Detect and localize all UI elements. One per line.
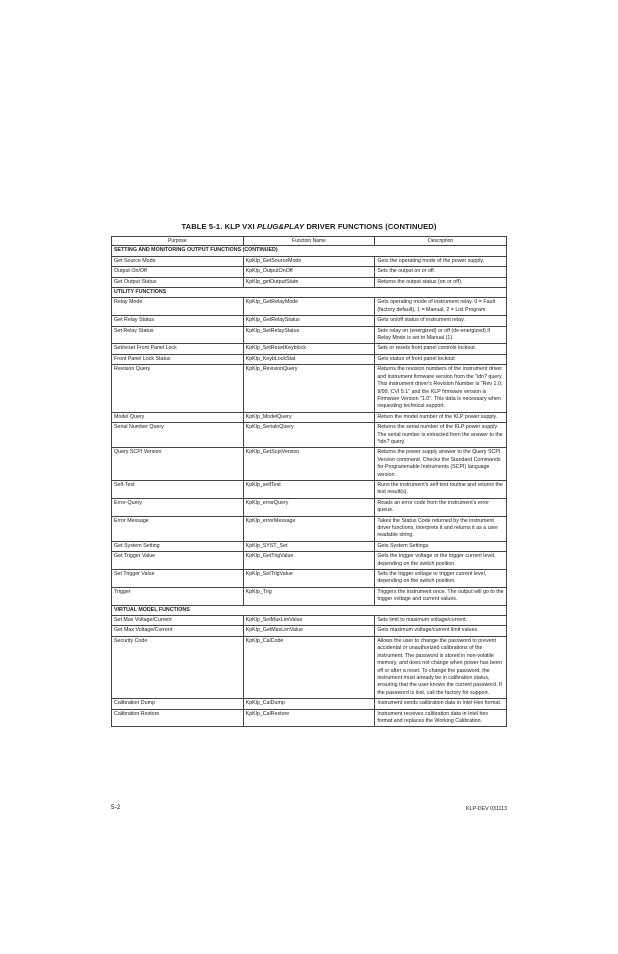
cell-purpose: Serial Number Query [112, 423, 244, 448]
cell-description: Gets operating mode of instrument relay. 0 = Fault (factory default), 1 = Manual, 2 = List Program [375, 298, 507, 316]
cell-purpose: Error-Query [112, 498, 244, 516]
table-row [112, 541, 507, 551]
cell-purpose: Model Query [112, 412, 244, 422]
cell-purpose: Trigger [112, 587, 244, 605]
cell-function-name: KpKlp_CalRestore [243, 709, 375, 727]
cell-purpose: Get System Setting [112, 541, 244, 551]
cell-description: Triggers the instrument once. The output will go to the trigger voltage and current values. [375, 587, 507, 605]
cell-purpose: Set Max Voltage/Current [112, 616, 244, 626]
cell-purpose: Get Source Mode [112, 256, 244, 266]
cell-purpose: Error Message [112, 516, 244, 541]
cell-function-name: KpKlp_GetRelayStatus [243, 316, 375, 326]
document-id: KLP-DEV 031113 [465, 806, 507, 812]
cell-function-name: KpKlp_GetMaxLimValue [243, 626, 375, 636]
cell-function-name: KpKlp_errorQuery [243, 498, 375, 516]
section-row [112, 605, 507, 615]
cell-description: Returns the revision numbers of the instrument driver and instrument firmware version from the "idn? query. This instrument driver's Revision Number is "Rev 1.0, 9/99, CVI 5.1" and the KLP firmware version is Firmware Version "1.0". This data is necessary when requesting technical support. [375, 365, 507, 412]
table-row [112, 587, 507, 605]
section-title: UTILITY FUNCTIONS [112, 288, 507, 298]
table-row [112, 354, 507, 364]
cell-description: Sets limit to maximum voltage/current. [375, 616, 507, 626]
table-row [112, 709, 507, 727]
cell-purpose: Self-Test [112, 480, 244, 498]
table-row [112, 316, 507, 326]
table-row [112, 326, 507, 344]
cell-purpose: Calibration Restore [112, 709, 244, 727]
cell-description: Sets the output on or off. [375, 267, 507, 277]
cell-description: Instrument receives calibration data in Intel hex format and replaces the Working Calibration. [375, 709, 507, 727]
cell-function-name: KpKlp_SetRelayStatus [243, 326, 375, 344]
table-row [112, 412, 507, 422]
driver-functions-table [111, 236, 507, 727]
cell-purpose: Query SCPI Version [112, 448, 244, 481]
cell-purpose: Output On/Off [112, 267, 244, 277]
table-row [112, 344, 507, 354]
cell-description: Return the model number of the KLP power supply. [375, 412, 507, 422]
cell-description: Gets maximum voltage/current limit values. [375, 626, 507, 636]
cell-description: Gets System Settings [375, 541, 507, 551]
cell-purpose: Revision Query [112, 365, 244, 412]
table-row [112, 626, 507, 636]
table-row [112, 570, 507, 588]
table-caption [0, 222, 618, 231]
table-row [112, 423, 507, 448]
caption-prefix: TABLE 5-1. KLP VXI [181, 222, 257, 231]
section-row [112, 246, 507, 256]
cell-function-name: KpKlp_SYST_Set [243, 541, 375, 551]
cell-description: Instrument sends calibration data in Intel Hex format. [375, 699, 507, 709]
cell-function-name: KpKlp_SetTrigValue [243, 570, 375, 588]
table-row [112, 552, 507, 570]
cell-function-name: KpKlp_GetRelayMode [243, 298, 375, 316]
cell-function-name: KpKlp_CalDump [243, 699, 375, 709]
cell-function-name: KpKlp_selfTest [243, 480, 375, 498]
cell-description: Gets on/off status of instrument relay. [375, 316, 507, 326]
table-row [112, 616, 507, 626]
table-row [112, 516, 507, 541]
table-row [112, 277, 507, 287]
cell-purpose: Front Panel Lock Status [112, 354, 244, 364]
cell-function-name: KpKlp_Trig [243, 587, 375, 605]
cell-purpose: Set Trigger Value [112, 570, 244, 588]
cell-description: Gets the trigger voltage or the trigger current level, depending on the switch position. [375, 552, 507, 570]
cell-description: Gets the operating mode of the power supply. [375, 256, 507, 266]
cell-purpose: Set Relay Status [112, 326, 244, 344]
cell-function-name: KpKlp_OutputOnOff [243, 267, 375, 277]
cell-description: Sets or resets front panel controls lockout. [375, 344, 507, 354]
cell-description: Returns the output status (on or off). [375, 277, 507, 287]
caption-italic: PLUG&PLAY [256, 222, 305, 231]
header-purpose: Purpose [112, 237, 244, 246]
table-row [112, 256, 507, 266]
cell-function-name: KpKlp_GetScpiVersion [243, 448, 375, 481]
cell-description: Reads an error code from the instrument's error queue. [375, 498, 507, 516]
caption-suffix: DRIVER FUNCTIONS (CONTINUED) [304, 222, 437, 231]
table-row [112, 298, 507, 316]
cell-purpose: Get Output Status [112, 277, 244, 287]
table-row [112, 267, 507, 277]
cell-purpose: Set/reset Front Panel Lock [112, 344, 244, 354]
cell-purpose: Get Relay Status [112, 316, 244, 326]
table-row [112, 498, 507, 516]
cell-purpose: Get Trigger Value [112, 552, 244, 570]
cell-purpose: Security Code [112, 636, 244, 698]
cell-description: Sets relay on (energized) or off (de-energized) if Relay Mode is set to Manual (1). [375, 326, 507, 344]
cell-description: Runs the instrument's self test routine and returns the test result(s). [375, 480, 507, 498]
cell-description: Sets the trigger voltage or trigger current level, depending on the switch position. [375, 570, 507, 588]
table-row [112, 448, 507, 481]
section-title: VIRTUAL MODEL FUNCTIONS [112, 605, 507, 615]
cell-function-name: KpKlp_SerialnQuery [243, 423, 375, 448]
cell-description: Gets status of front panel lockout [375, 354, 507, 364]
cell-function-name: KpKlp_GetTrigValue [243, 552, 375, 570]
table-body [112, 246, 507, 727]
cell-function-name: KpKlp_CalCode [243, 636, 375, 698]
cell-purpose: Relay Mode [112, 298, 244, 316]
cell-description: Returns the serial number of the KLP power supply. The serial number is extracted from the answer to the *idn? query. [375, 423, 507, 448]
table-row [112, 636, 507, 698]
cell-function-name: KpKlp_GetSourceMode [243, 256, 375, 266]
page-number: 5-2 [111, 804, 121, 811]
table-row [112, 365, 507, 412]
cell-function-name: KpKlp_SetMaxLimValue [243, 616, 375, 626]
section-row [112, 288, 507, 298]
table-row [112, 480, 507, 498]
header-function-name: Function Name [243, 237, 375, 246]
cell-function-name: KpKlp_ModelQuery [243, 412, 375, 422]
cell-description: Takes the Status Code returned by the instrument driver functions, interprets it and returns it as a user readable string. [375, 516, 507, 541]
table-row [112, 699, 507, 709]
cell-function-name: KpKlp_getOutputState [243, 277, 375, 287]
section-title: SETTING AND MONITORING OUTPUT FUNCTIONS (CONTINUED) [112, 246, 507, 256]
cell-purpose: Calibration Dump [112, 699, 244, 709]
table-header-row [112, 237, 507, 246]
cell-description: Returns the power supply answer to the Query SCPI Version command. Checks the Standard Commands for Programmable Instruments (SCPI) language version. [375, 448, 507, 481]
cell-function-name: KpKlp_RevisionQuery [243, 365, 375, 412]
header-description: Description [375, 237, 507, 246]
cell-function-name: KpKlp_SetResetKeyblock [243, 344, 375, 354]
cell-function-name: KpKlp_errorMessage [243, 516, 375, 541]
cell-function-name: KpKlp_KeybLockStat [243, 354, 375, 364]
cell-description: Allows the user to change the password to prevent accidental or unauthorized calibrations of the instrument. The password is stored in non-volatile memory, and does not change when power has been off or after a reset. To change the password, the instrument must already be in calibration status, ensuring that the user knows the current password. If the password is lost, call the factory for support. [375, 636, 507, 698]
cell-purpose: Get Max Voltage/Current [112, 626, 244, 636]
